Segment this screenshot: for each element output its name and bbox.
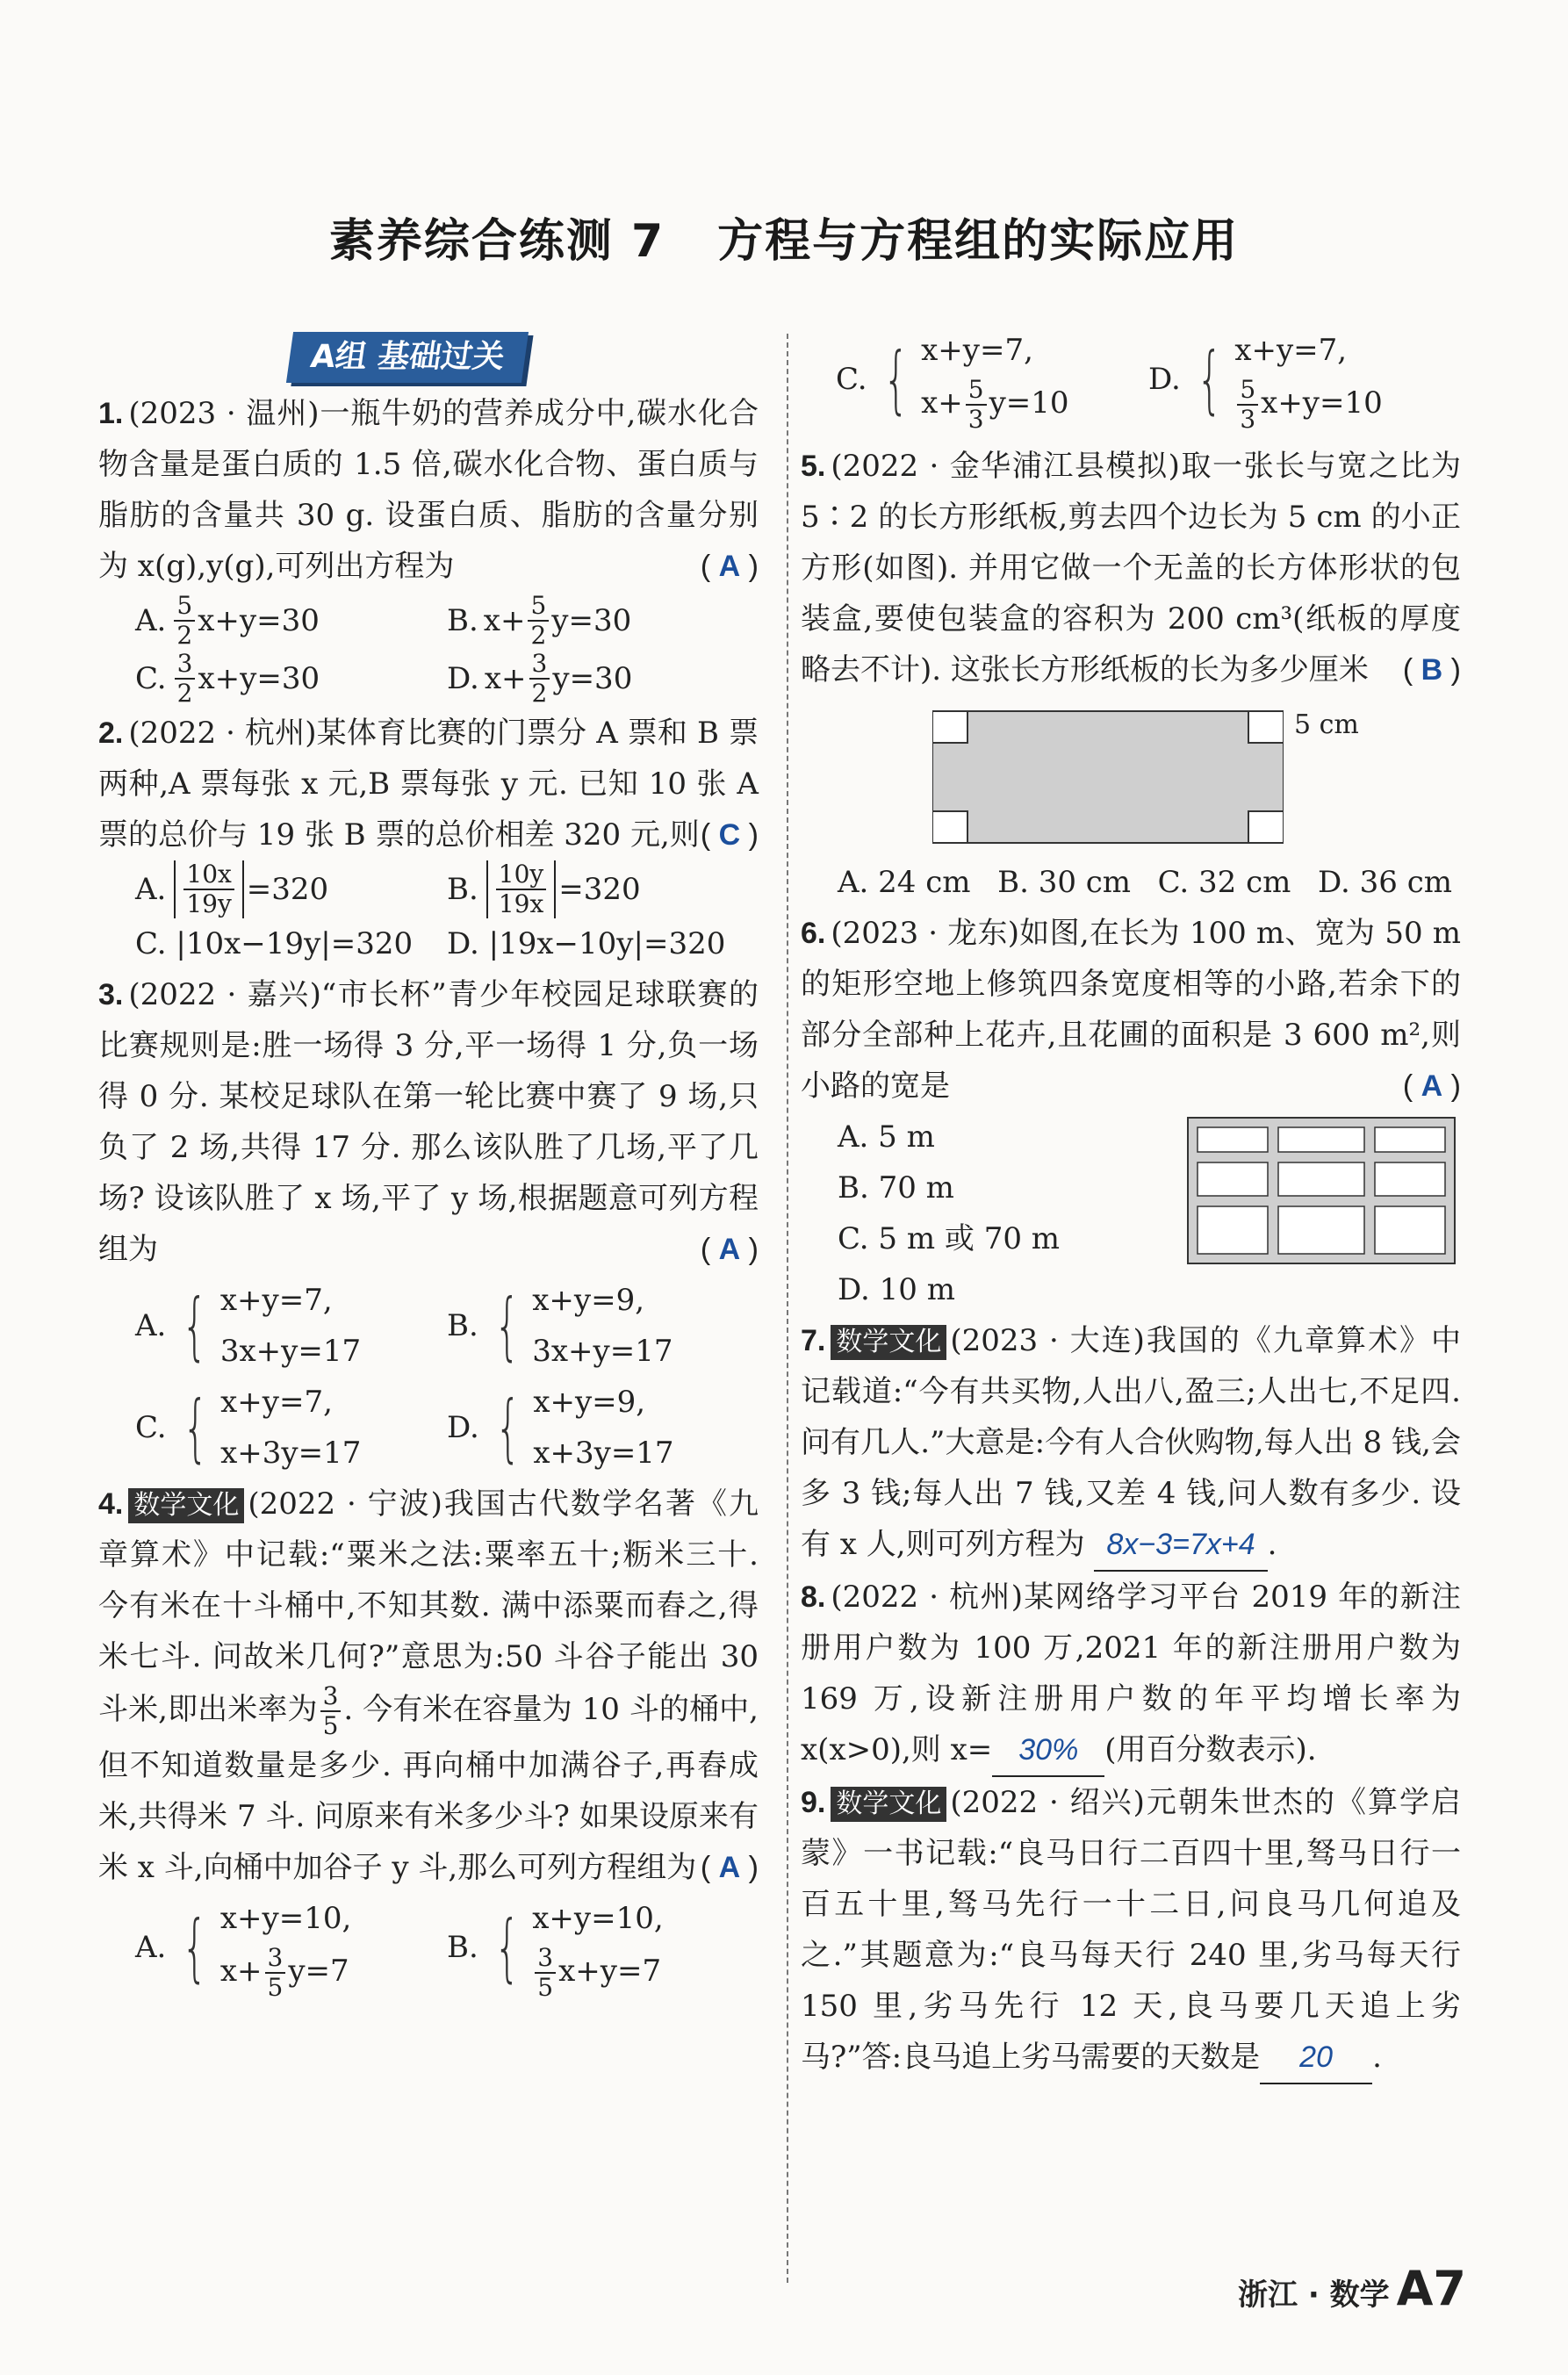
option-c: C. |10x−19y|=320 bbox=[135, 926, 414, 961]
options-4 bbox=[135, 1893, 759, 2002]
option-d: D. { x+y=9, x+3y=17 bbox=[447, 1385, 674, 1471]
option-b: B. x+ $\frac{5}{2}$ y=30 bbox=[447, 591, 632, 650]
option-d: D. |19x−10y|=320 bbox=[447, 926, 726, 961]
question-number: 1. bbox=[98, 397, 124, 430]
option-b: B. 70 m bbox=[838, 1170, 954, 1205]
answer: ( B ) bbox=[1403, 644, 1461, 695]
question-number: 7. bbox=[801, 1324, 826, 1357]
culture-tag: 数学文化 bbox=[831, 1787, 946, 1822]
answer: ( A ) bbox=[701, 1224, 759, 1275]
question-number: 5. bbox=[801, 450, 826, 483]
option-a: A. { x+y=10, x+ $\frac{3}{5}$ y=7 bbox=[135, 1901, 352, 2002]
option-d: D. 10 m bbox=[838, 1272, 955, 1307]
right-column bbox=[801, 325, 1461, 2084]
answer-blank: 30% bbox=[992, 1724, 1104, 1777]
option-d: D. x+ $\frac{3}{2}$ y=30 bbox=[447, 649, 633, 708]
option-b: B. { x+y=10, $\frac{3}{5}$ x+y=7 bbox=[447, 1901, 664, 2002]
option-a: A. $\frac{5}{2}$ x+y=30 bbox=[135, 591, 320, 650]
option-c: C. { x+y=7, x+3y=17 bbox=[135, 1385, 362, 1471]
option-d: D. 36 cm bbox=[1317, 865, 1452, 900]
options-3 bbox=[135, 1275, 759, 1479]
column-divider bbox=[787, 334, 788, 2283]
garden-paths-figure bbox=[1187, 1117, 1456, 1264]
options-2 bbox=[135, 860, 759, 969]
question-1 bbox=[98, 388, 759, 592]
question-8: 8. (2022 · 杭州)某网络学习平台 2019 年的新注册用户数为 100 万,2021 年的新注册用户数为 169 万,设新注册用户数的年平均增长率为 x(x>0),则 x= 30% (用百分数表示). bbox=[801, 1572, 1461, 1777]
question-text: (2023 · 龙东)如图,在长为 100 m、宽为 50 m 的矩形空地上修筑四条宽度相等的小路,若余下的部分全部种上花卉,且花圃的面积是 3 600 m²,则小路的宽是 bbox=[801, 916, 1461, 1104]
question-3 bbox=[98, 969, 759, 1275]
left-column bbox=[98, 332, 759, 2002]
question-9: 9. 数学文化 (2022 · 绍兴)元朝朱世杰的《算学启蒙》一书记载:“良马日行二百四十里,驽马日行一百五十里,驽马先行一十二日,问良马几何追及之.”其题意为:“良马每天行 240 里,劣马每天行 150 里,劣马先行 12 天,良马要几天追上劣马?”答:良马追上劣马需要的天数是 20 . bbox=[801, 1777, 1461, 2084]
question-6 bbox=[801, 908, 1461, 1112]
page-footer bbox=[1238, 2261, 1466, 2316]
question-2 bbox=[98, 708, 759, 860]
option-c: C. 5 m 或 70 m bbox=[838, 1221, 1061, 1256]
answer: ( C ) bbox=[701, 810, 759, 860]
question-text: (2022 · 绍兴)元朝朱世杰的《算学启蒙》一书记载:“良马日行二百四十里,驽马日行一百五十里,驽马先行一十二日,问良马几何追及之.”其题意为:“良马每天行 240 里,劣马每天行 150 里,劣马先行 12 天,良马要几天追上劣马?”答:良马追上劣马需要的天数是 bbox=[801, 1785, 1461, 2075]
question-number: 6. bbox=[801, 917, 826, 950]
question-text: (2023 · 温州)一瓶牛奶的营养成分中,碳水化合物含量是蛋白质的 1.5 倍,碳水化合物、蛋白质与脂肪的含量共 30 g. 设蛋白质、脂肪的含量分别为 x(g),y(g),可列出方程为 bbox=[98, 396, 759, 584]
answer-blank: 8x−3=7x+4 bbox=[1094, 1519, 1267, 1572]
group-badge: A组 基础过关 bbox=[286, 332, 529, 383]
options-4-continued bbox=[836, 325, 1461, 434]
paper-cut-figure bbox=[932, 708, 1359, 848]
figure-label: 5 cm bbox=[1294, 709, 1359, 740]
culture-tag: 数学文化 bbox=[831, 1325, 946, 1360]
answer: ( A ) bbox=[701, 541, 759, 592]
question-text: (2022 · 宁波)我国古代数学名著《九章算术》中记载:“粟米之法:粟率五十;粝米三十. 今有米在十斗桶中,不知其数. 满中添粟而舂之,得米七斗. 问故米几何?”意思为:50 斗谷子能出 30 斗米,即出米率为 bbox=[98, 1486, 759, 1727]
option-c: C. $\frac{3}{2}$ x+y=30 bbox=[135, 649, 320, 708]
question-5 bbox=[801, 441, 1461, 695]
option-b: B. $\frac{10y}{19x}$ =320 bbox=[447, 860, 641, 918]
question-text: (2022 · 嘉兴)“市长杯”青少年校园足球联赛的比赛规则是:胜一场得 3 分,平一场得 1 分,负一场得 0 分. 某校足球队在第一轮比赛中赛了 9 场,只负了 2 场,共得 17 分. 那么该队胜了几场,平了几场? 设该队胜了 x 场,平了 y 场,根据题意可列方程组为 bbox=[98, 977, 759, 1267]
options-1 bbox=[135, 592, 759, 708]
question-number: 2. bbox=[98, 716, 124, 750]
footer-subject: 浙江 · 数学 bbox=[1238, 2278, 1390, 2313]
page-number: A7 bbox=[1396, 2261, 1466, 2316]
option-d: D. { x+y=7, $\frac{5}{3}$ x+y=10 bbox=[1148, 333, 1383, 434]
question-number: 9. bbox=[801, 1786, 826, 1819]
question-text: (2022 · 杭州)某网络学习平台 2019 年的新注册用户数为 100 万,2021 年的新注册用户数为 169 万,设新注册用户数的年平均增长率为 x(x>0),则 x= bbox=[801, 1580, 1461, 1767]
option-a: A. 24 cm bbox=[838, 865, 971, 900]
option-c: C. { x+y=7, x+ $\frac{5}{3}$ y=10 bbox=[836, 333, 1069, 434]
question-text: (2023 · 大连)我国的《九章算术》中记载道:“今有共买物,人出八,盈三;人出七,不足四. 问有几人.”大意是:今有人合伙购物,每人出 8 钱,会多 3 钱;每人出 7 钱,又差 4 钱,问人数有多少. 设有 x 人,则可列方程为 bbox=[801, 1323, 1461, 1562]
question-number: 3. bbox=[98, 978, 124, 1011]
question-text: (2022 · 金华浦江县模拟)取一张长与宽之比为 5∶2 的长方形纸板,剪去四个边长为 5 cm 的小正方形(如图). 并用它做一个无盖的长方体形状的包装盒,要使包装盒的容积为 200 cm³(纸板的厚度略去不计). 这张长方形纸板的长为多少厘米 bbox=[801, 449, 1461, 687]
culture-tag: 数学文化 bbox=[128, 1488, 244, 1523]
answer: ( A ) bbox=[701, 1842, 759, 1893]
option-a: A. 5 m bbox=[838, 1119, 935, 1155]
question-number: 8. bbox=[801, 1580, 826, 1614]
question-4: 4. 数学文化 (2022 · 宁波)我国古代数学名著《九章算术》中记载:“粟米之法:粟率五十;粝米三十. 今有米在十斗桶中,不知其数. 满中添粟而舂之,得米七斗. 问故米几何?”意思为:50 斗谷子能出 30 斗米,即出米率为 $\frac{3}{5}$ . 今有米在容量为 10 斗的桶中,但不知道数量是多少. 再向桶中加满谷子,再舂成米,共得米 7 斗. 问原来有米多少斗? 如果设原来有米 x 斗,向桶中加谷子 y 斗,那么可列方程组为 ( A ) bbox=[98, 1479, 759, 1893]
option-b: B. 30 cm bbox=[997, 865, 1132, 900]
option-a: A. { x+y=7, 3x+y=17 bbox=[135, 1283, 362, 1369]
options-5 bbox=[838, 857, 1452, 908]
question-number: 4. bbox=[98, 1487, 124, 1521]
option-a: A. $\frac{10x}{19y}$ =320 bbox=[135, 860, 329, 918]
page-title: 素养综合练测 7 方程与方程组的实际应用 bbox=[328, 215, 1240, 268]
options-6 bbox=[801, 1112, 1461, 1315]
answer-blank: 20 bbox=[1260, 2032, 1372, 2084]
question-text: (2022 · 杭州)某体育比赛的门票分 A 票和 B 票两种,A 票每张 x 元,B 票每张 y 元. 已知 10 张 A 票的总价与 19 张 B 票的总价相差 320 元,则 bbox=[98, 716, 759, 853]
question-7: 7. 数学文化 (2023 · 大连)我国的《九章算术》中记载道:“今有共买物,人出八,盈三;人出七,不足四. 问有几人.”大意是:今有人合伙购物,每人出 8 钱,会多 3 钱;每人出 7 钱,又差 4 钱,问人数有多少. 设有 x 人,则可列方程为 8x−3=7x+4 . bbox=[801, 1315, 1461, 1572]
option-c: C. 32 cm bbox=[1157, 865, 1291, 900]
answer: ( A ) bbox=[1403, 1061, 1461, 1112]
option-b: B. { x+y=9, 3x+y=17 bbox=[447, 1283, 673, 1369]
